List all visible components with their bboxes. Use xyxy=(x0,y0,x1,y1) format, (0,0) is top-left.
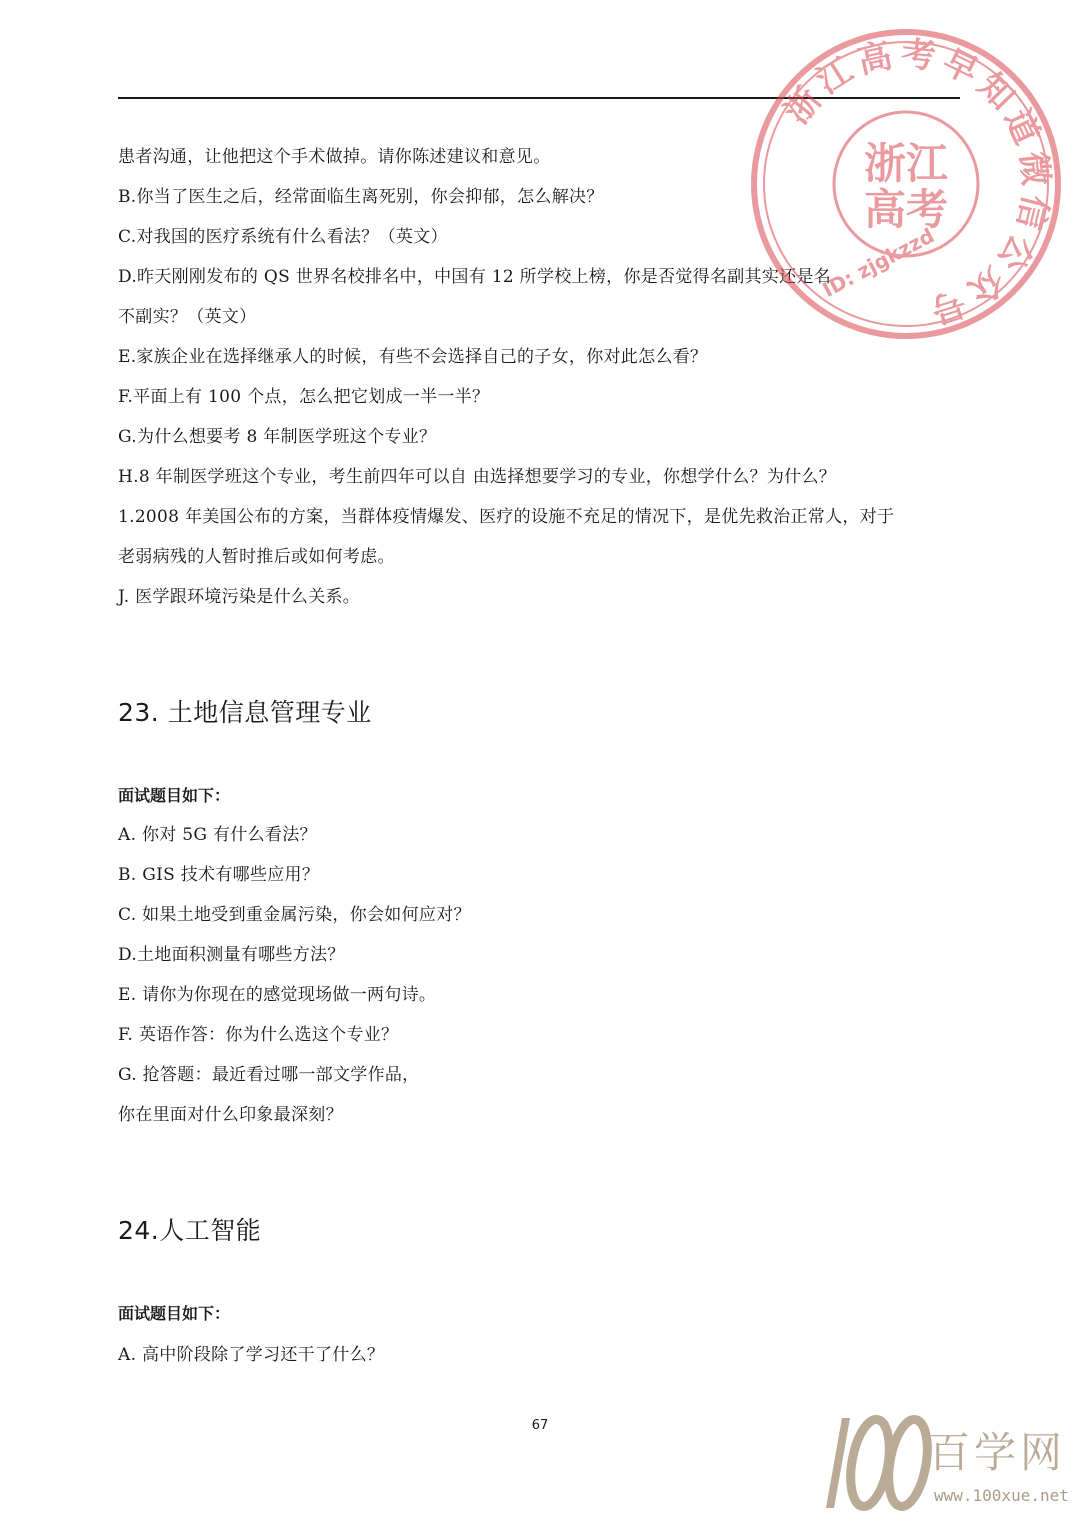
question-line: A. 高中阶段除了学习还干了什么？ xyxy=(118,1345,385,1365)
svg-text:浙江: 浙江 xyxy=(863,139,949,188)
question-line: B.你当了医生之后，经常面临生离死别，你会抑郁，怎么解决？ xyxy=(118,187,604,207)
svg-text:高考: 高考 xyxy=(863,185,949,234)
logo-url: www.100xue.net xyxy=(934,1486,1069,1505)
logo-100-icon xyxy=(820,1408,932,1518)
question-line: C.对我国的医疗系统有什么看法？（英文） xyxy=(118,227,448,247)
question-line: C. 如果土地受到重金属污染，你会如何应对？ xyxy=(118,905,471,925)
question-line: 患者沟通，让他把这个手术做掉。请你陈述建议和意见。 xyxy=(118,147,551,167)
section-subhead: 面试题目如下： xyxy=(118,1304,231,1323)
question-line: F.平面上有 100 个点，怎么把它划成一半一半？ xyxy=(118,387,490,407)
question-line: G. 抢答题：最近看过哪一部文学作品， xyxy=(118,1065,420,1085)
section-subhead: 面试题目如下： xyxy=(118,786,231,805)
question-line: 老弱病残的人暂时推后或如何考虑。 xyxy=(118,547,395,567)
question-line: D.昨天刚刚发布的 QS 世界名校排名中，中国有 12 所学校上榜，你是否觉得名副其实还是名 xyxy=(118,267,832,287)
question-line: A. 你对 5G 有什么看法？ xyxy=(118,825,317,845)
question-line: B. GIS 技术有哪些应用？ xyxy=(118,865,320,885)
svg-text:浙江高考早知道微信公众号: 浙江高考早知道微信公众号 xyxy=(776,33,1057,333)
question-line: E. 请你为你现在的感觉现场做一两句诗。 xyxy=(118,985,437,1005)
svg-text:ID: zjgkzzd: ID: zjgkzzd xyxy=(818,223,939,303)
question-line: 你在里面对什么印象最深刻？ xyxy=(118,1105,343,1125)
question-line: J. 医学跟环境污染是什么关系。 xyxy=(118,587,361,607)
section-title: 23. 土地信息管理专业 xyxy=(118,698,372,727)
question-line: 1.2008 年美国公布的方案，当群体疫情爆发、医疗的设施不充足的情况下，是优先救治正常人，对于 xyxy=(118,507,895,527)
question-line: D.土地面积测量有哪些方法？ xyxy=(118,945,345,965)
stamp-seal xyxy=(748,26,1064,342)
question-line: H.8 年制医学班这个专业，考生前四年可以自 由选择想要学习的专业，你想学什么？为什么？ xyxy=(118,467,837,487)
section-title: 24.人工智能 xyxy=(118,1216,262,1245)
page-number: 67 xyxy=(531,1418,549,1433)
question-line: E.家族企业在选择继承人的时候，有些不会选择自己的子女，你对此怎么看？ xyxy=(118,347,708,367)
site-logo xyxy=(820,1408,1070,1518)
question-line: G.为什么想要考 8 年制医学班这个专业？ xyxy=(118,427,437,447)
logo-name: 百学网 xyxy=(928,1428,1067,1477)
question-line: 不副实？（英文） xyxy=(118,307,257,327)
question-line: F. 英语作答：你为什么选这个专业？ xyxy=(118,1025,399,1045)
